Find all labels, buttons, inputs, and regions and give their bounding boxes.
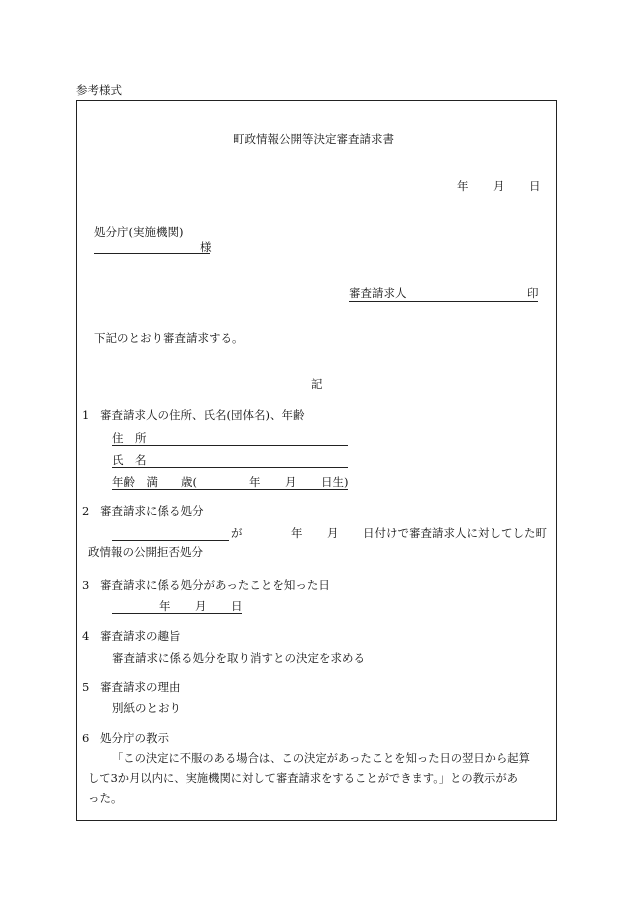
requester-seal: 印 [527,286,539,300]
item1-age-year: 年 [249,475,261,489]
item4-body: 審査請求に係る処分を取り消すとの決定を求める [112,651,365,665]
item1-name-label: 氏 名 [112,453,147,467]
item1-age-label: 年齢 満 歳( [112,475,197,489]
item1-name-line [112,467,348,468]
date-month-label: 月 [493,179,505,193]
ki-heading: 記 [311,377,323,391]
item3-year: 年 [159,599,171,613]
item6-line1: 「この決定に不服のある場合は、この決定があったことを知った日の翌日から起算 [112,752,530,765]
item1-number: 1 [82,408,90,422]
addressee-honorific: 様 [200,240,212,254]
item1-age-line [112,489,348,490]
document-title: 町政情報公開等決定審査請求書 [233,132,394,146]
addressee-name-line [94,253,210,254]
item5-number: 5 [82,680,90,694]
item1-age-month: 月 [285,475,297,489]
item6-line3: った。 [88,791,123,805]
item6-line2: して3か月以内に、実施機関に対して審査請求をすることができます。」との教示があ [88,772,518,785]
item6-number: 6 [82,731,90,745]
item5-body: 別紙のとおり [112,701,181,715]
date-day-label: 日 [529,179,541,193]
item2-day-text: 日付けで審査請求人に対してした町 [363,526,547,540]
item3-number: 3 [82,578,90,592]
item4-number: 4 [82,629,90,643]
item3-heading: 審査請求に係る処分があったことを知った日 [100,578,330,592]
item4-heading: 審査請求の趣旨 [100,629,181,643]
requester-name-line [349,301,538,302]
requester-label: 審査請求人 [349,286,407,300]
item2-month: 月 [327,526,339,540]
addressee-label: 処分庁(実施機関) [94,225,184,239]
item1-heading: 審査請求人の住所、氏名(団体名)、年齢 [100,408,305,422]
item1-age-day: 日生) [321,475,349,489]
item2-agency-line [112,540,229,541]
item1-address-line [112,445,348,446]
item2-ga: が [231,526,243,540]
item3-month: 月 [195,599,207,613]
item5-heading: 審査請求の理由 [100,680,181,694]
item1-address-label: 住 所 [112,431,147,445]
date-year-label: 年 [457,179,469,193]
item2-heading: 審査請求に係る処分 [100,504,204,518]
item2-continuation: 政情報の公開拒否処分 [88,545,203,559]
item3-date-line [112,613,242,614]
item2-year: 年 [291,526,303,540]
item3-day: 日 [231,599,243,613]
item6-heading: 処分庁の教示 [100,731,169,745]
form-caption: 参考様式 [76,83,122,97]
intro-text: 下記のとおり審査請求する。 [94,331,244,345]
item2-number: 2 [82,504,90,518]
